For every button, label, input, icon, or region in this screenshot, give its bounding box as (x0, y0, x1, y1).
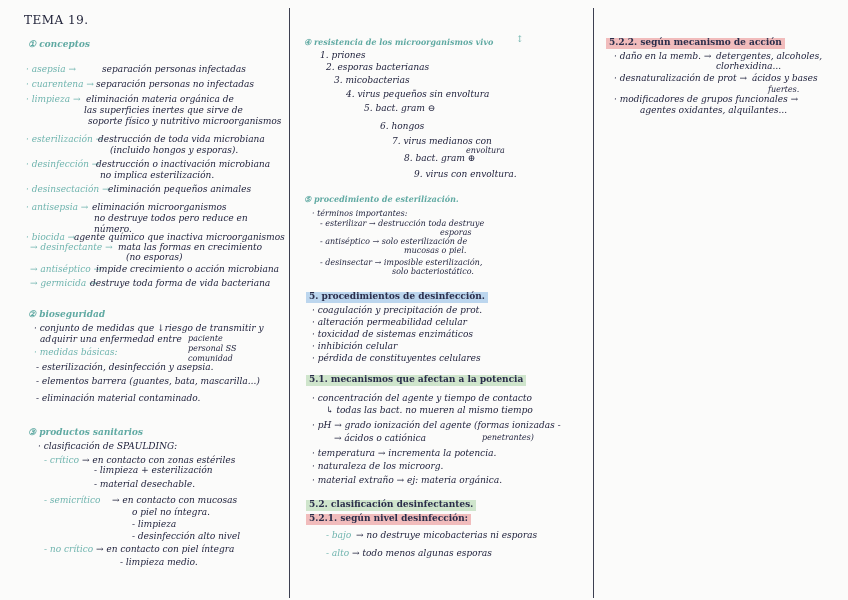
termino-2b: mucosas o piel. (404, 246, 467, 255)
term-desinfeccion: · desinfección → (26, 160, 100, 170)
def-limpieza-2: las superficies inertes que sirve de (84, 106, 243, 116)
term-cuarentena: · cuarentena → (26, 80, 94, 90)
critico-def-1: → en contacto con zonas estériles (82, 456, 236, 466)
medida-3: - eliminación material contaminado. (36, 394, 201, 404)
termino-1b: esporas (440, 228, 472, 237)
mecanismo-3: · temperatura → incrementa la potencia. (312, 449, 497, 459)
term-esterilizacion: · esterilización → (26, 135, 104, 145)
mecanismo-1b: ↳ todas las bact. no mueren al mismo tiempo (326, 406, 533, 416)
heading-mecanismo-accion: 5.2.2. según mecanismo de acción (606, 38, 785, 49)
semicritico-def-2: o piel no íntegra. (132, 508, 210, 518)
accion-2: · desnaturalización de prot → (614, 74, 747, 84)
heading-conceptos: ① conceptos (28, 40, 90, 50)
bioseguridad-comunidad: comunidad (188, 354, 233, 363)
def-antiseptico: impide crecimiento o acción microbiana (96, 265, 280, 275)
semicritico-def-4: - desinfección alto nivel (132, 532, 241, 542)
terminos-label: · términos importantes: (312, 209, 408, 218)
resistencia-4: 4. virus pequeños sin envoltura (346, 90, 490, 100)
medidas-basicas-label: · medidas básicas: (34, 348, 118, 358)
def-desinfeccion-2: no implica esterilización. (100, 171, 215, 181)
spaulding-label: · clasificación de SPAULDING: (38, 442, 178, 452)
medida-1: - esterilización, desinfección y asepsia. (36, 363, 214, 373)
def-desinsectacion: eliminación pequeños animales (108, 185, 252, 195)
resistencia-7a: 7. virus medianos con (392, 137, 492, 147)
def-asepsia: separación personas infectadas (102, 65, 246, 75)
def-esterilizacion-1: destrucción de toda vida microbiana (98, 135, 265, 145)
desinfeccion-5: · pérdida de constituyentes celulares (312, 354, 481, 364)
resistencia-9: 9. virus con envoltura. (414, 170, 517, 180)
mecanismo-5: · material extraño → ej: materia orgánica. (312, 476, 503, 486)
resistencia-arrow: ↕ (516, 35, 524, 45)
heading-mecanismos-potencia: 5.1. mecanismos que afectan a la potencia (306, 375, 526, 386)
def-desinfectante-1: mata las formas en crecimiento (118, 243, 263, 253)
resistencia-1: 1. priones (320, 51, 366, 61)
term-semicritico: - semicrítico (44, 496, 101, 506)
mecanismo-1: · concentración del agente y tiempo de contacto (312, 394, 532, 404)
def-esterilizacion-2: (incluido hongos y esporas). (110, 146, 239, 156)
page-title: TEMA 19. (24, 13, 89, 27)
resistencia-5: 5. bact. gram ⊖ (364, 104, 436, 114)
term-antiseptico: → antiséptico → (30, 265, 102, 275)
heading-nivel-desinfeccion: 5.2.1. según nivel desinfección: (306, 514, 471, 525)
semicritico-def-3: - limpieza (132, 520, 177, 530)
heading-procedimiento-esterilizacion: ⑤ procedimiento de esterilización. (304, 194, 459, 204)
termino-3b: solo bacteriostático. (392, 267, 474, 276)
resistencia-6: 6. hongos (380, 122, 425, 132)
mecanismo-2c: → ácidos o catiónica (334, 434, 427, 444)
term-bajo: - bajo (326, 531, 352, 541)
accion-1-def-2: clorhexidina... (716, 62, 782, 72)
mecanismo-4: · naturaleza de los microorg. (312, 462, 444, 472)
accion-2-def-1: ácidos y bases (752, 74, 818, 84)
critico-def-2: - limpieza + esterilización (94, 466, 213, 476)
column-divider-right (593, 8, 594, 598)
resistencia-3: 3. micobacterias (334, 76, 410, 86)
term-no-critico: - no crítico (44, 545, 94, 555)
mecanismo-2b: penetrantes) (482, 433, 534, 442)
bioseguridad-personal: personal SS (188, 344, 237, 353)
def-desinfectante-2: (no esporas) (126, 253, 183, 263)
alto-def: → todo menos algunas esporas (352, 549, 492, 559)
heading-clasificacion-desinfectantes: 5.2. clasificación desinfectantes. (306, 500, 476, 511)
def-limpieza-1: eliminación materia orgánica de (86, 95, 234, 105)
term-desinfectante: → desinfectante → (30, 243, 113, 253)
accion-2-def-2: fuertes. (768, 85, 800, 94)
def-antisepsia-3: número. (94, 225, 132, 235)
medida-2: - elementos barrera (guantes, bata, mascarilla...) (36, 377, 260, 387)
termino-1a: - esterilizar → destrucción toda destruye (320, 219, 485, 228)
heading-bioseguridad: ② bioseguridad (28, 310, 106, 320)
mecanismo-2: · pH → grado ionización del agente (formas ionizadas - (312, 421, 561, 431)
heading-productos-sanitarios: ③ productos sanitarios (28, 428, 143, 438)
heading-resistencia: ④ resistencia de los microorganismos vivo (304, 37, 494, 47)
accion-1: · daño en la memb. → (614, 52, 712, 62)
desinfeccion-1: · coagulación y precipitación de prot. (312, 306, 483, 316)
accion-1-def-1: detergentes, alcoholes, (716, 52, 823, 62)
accion-3: · modificadores de grupos funcionales → (614, 95, 799, 105)
desinfeccion-2: · alteración permeabilidad celular (312, 318, 467, 328)
term-limpieza: · limpieza → (26, 95, 81, 105)
term-desinsectacion: · desinsectación → (26, 185, 110, 195)
critico-def-3: - material desechable. (94, 480, 196, 490)
nocritico-def-2: - limpieza medio. (120, 558, 198, 568)
def-germicida: destruye toda forma de vida bacteriana (90, 279, 271, 289)
semicritico-def-1: → en contacto con mucosas (112, 496, 238, 506)
term-asepsia: · asepsia → (26, 65, 77, 75)
accion-3-def: agentes oxidantes, alquilantes... (640, 106, 788, 116)
bioseguridad-def-1: · conjunto de medidas que ↓riesgo de transmitir y (34, 324, 264, 334)
bajo-def: → no destruye micobacterias ni esporas (356, 531, 538, 541)
bioseguridad-def-2: adquirir una enfermedad entre (40, 335, 182, 345)
def-biocida: agente químico que inactiva microorganismos (74, 233, 285, 243)
heading-procedimientos-desinfeccion: 5. procedimientos de desinfección. (306, 292, 488, 303)
desinfeccion-4: · inhibición celular (312, 342, 398, 352)
def-limpieza-3: soporte físico y nutritivo microorganismos (88, 117, 282, 127)
term-biocida: · biocida → (26, 233, 76, 243)
term-alto: - alto (326, 549, 350, 559)
column-divider-left (289, 8, 290, 598)
term-critico: - crítico (44, 456, 80, 466)
resistencia-2: 2. esporas bacterianas (326, 63, 430, 73)
bioseguridad-paciente: paciente (188, 334, 223, 343)
resistencia-8: 8. bact. gram ⊕ (404, 154, 476, 164)
term-antisepsia: · antisepsia → (26, 203, 89, 213)
desinfeccion-3: · toxicidad de sistemas enzimáticos (312, 330, 473, 340)
termino-3a: - desinsectar → imposible esterilización, (320, 258, 483, 267)
resistencia-7b: envoltura (466, 146, 505, 155)
def-cuarentena: separación personas no infectadas (96, 80, 254, 90)
def-desinfeccion-1: destrucción o inactivación microbiana (96, 160, 271, 170)
def-antisepsia-2: no destruye todos pero reduce en (94, 214, 248, 224)
nocritico-def-1: → en contacto con piel íntegra (96, 545, 235, 555)
term-germicida: → germicida → (30, 279, 97, 289)
termino-2a: - antiséptico → solo esterilización de (320, 237, 468, 246)
def-antisepsia-1: eliminación microorganismos (92, 203, 227, 213)
